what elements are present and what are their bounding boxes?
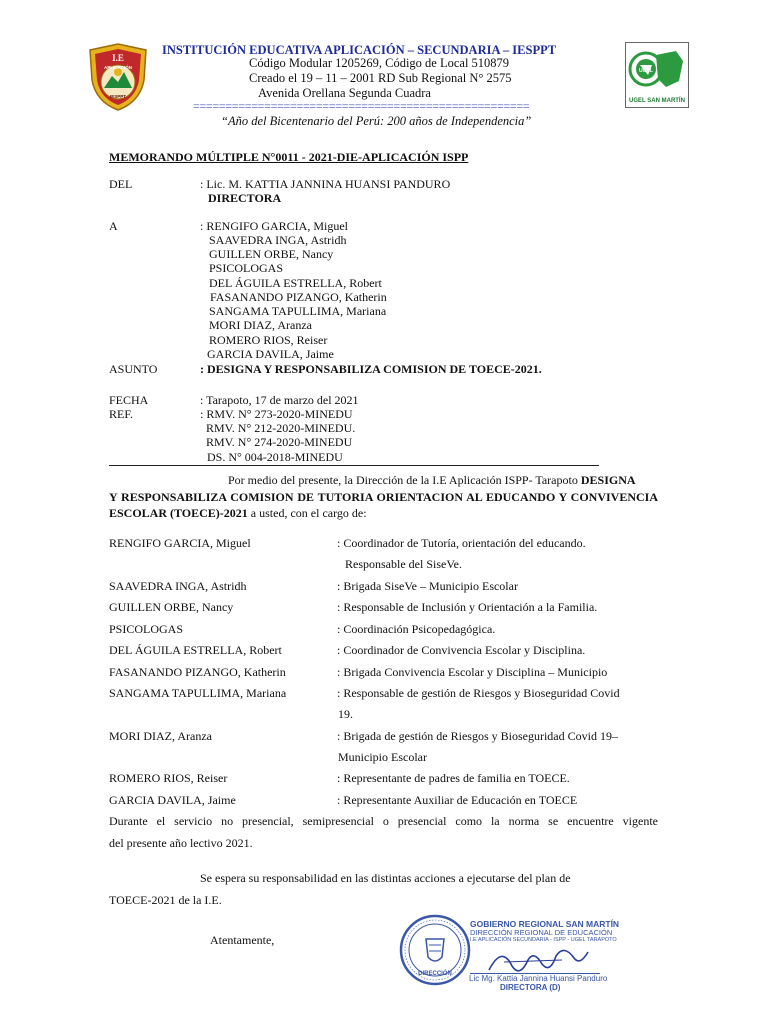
year-motto: “Año del Bicentenario del Perú: 200 años de Independencia” [221, 114, 532, 128]
fecha-label: FECHA [109, 393, 149, 407]
ugel-side-text: UGEL [639, 68, 653, 74]
intro-text-3: a usted, con el cargo de: [247, 506, 367, 520]
assignment-role: : Representante de padres de familia en TOECE. [337, 771, 570, 785]
fecha-value: : Tarapoto, 17 de marzo del 2021 [200, 393, 359, 407]
intro-text-1: Por medio del presente, la Dirección de la I.E Aplicación ISPP- Tarapoto [228, 473, 581, 487]
del-role: DIRECTORA [208, 191, 282, 205]
intro-line-2: Y RESPONSABILIZA COMISION DE TUTORIA ORIENTACION AL EDUCANDO Y CONVIVENCIA [109, 490, 658, 504]
assignment-name: PSICOLOGAS [109, 622, 184, 636]
recipient-5: DEL ÁGUILA ESTRELLA, Robert [209, 276, 382, 290]
institution-codes: Código Modular 1205269, Código de Local 510879 [249, 56, 510, 70]
assignment-name: GARCIA DAVILA, Jaime [109, 793, 236, 807]
crest-caption: APLICACIÓN [104, 65, 132, 70]
assignment-role: : Representante Auxiliar de Educación en TOECE [337, 793, 578, 807]
crest-bottom-text: IESPPT [109, 94, 127, 99]
header-separator: ==================================================== [193, 99, 530, 113]
recipient-4: PSICOLOGAS [209, 261, 284, 275]
a-label: A [109, 219, 118, 233]
signer-role: DIRECTORA (D) [500, 983, 561, 992]
recipient-9: ROMERO RIOS, Reiser [209, 333, 328, 347]
del-name: : Lic. M. KATTIA JANNINA HUANSI PANDURO [200, 177, 451, 191]
expect-line-2: TOECE-2021 de la I.E. [109, 893, 222, 907]
recipient-1: : RENGIFO GARCIA, Miguel [200, 219, 349, 233]
assignment-role: : Responsable de gestión de Riesgos y Bioseguridad Covid [337, 686, 620, 700]
assignment-name: DEL ÁGUILA ESTRELLA, Robert [109, 643, 282, 657]
assignment-name: ROMERO RIOS, Reiser [109, 771, 228, 785]
school-crest-logo [82, 40, 154, 112]
asunto-value: : DESIGNA Y RESPONSABILIZA COMISION DE TOECE-2021. [200, 362, 542, 376]
assignment-name: SANGAMA TAPULLIMA, Mariana [109, 686, 287, 700]
official-seal [398, 913, 472, 987]
crest-ie-letters: I.E [112, 53, 124, 63]
stamp-line-1: GOBIERNO REGIONAL SAN MARTÍN [470, 919, 620, 929]
recipient-10: GARCIA DAVILA, Jaime [207, 347, 334, 361]
recipient-6: FASANANDO PIZANGO, Katherin [210, 290, 387, 304]
closing-line-2: del presente año lectivo 2021. [109, 836, 253, 850]
assignment-role-cont: Municipio Escolar [338, 750, 427, 764]
assignment-role: : Coordinador de Convivencia Escolar y Disciplina. [337, 643, 586, 657]
recipient-3: GUILLEN ORBE, Nancy [209, 247, 334, 261]
asunto-label: ASUNTO [109, 362, 158, 376]
ref-3: RMV. N° 274-2020-MINEDU [206, 435, 353, 449]
seal-text: DIRECCIÓN [418, 971, 452, 977]
assignment-role-cont: Responsable del SiseVe. [345, 557, 462, 571]
ref-label: REF. [109, 407, 134, 421]
stamp-line-3: I.E APLICACIÓN SECUNDARIA - ISPP - UGEL TARAPOTO [470, 937, 617, 943]
ref-1: : RMV. N° 273-2020-MINEDU [200, 407, 353, 421]
stamp-line-2: DIRECCIÓN REGIONAL DE EDUCACIÓN [470, 928, 613, 937]
recipient-8: MORI DIAZ, Aranza [209, 318, 312, 332]
ugel-logo [625, 42, 689, 108]
assignment-role-cont: 19. [338, 707, 353, 721]
assignment-name: MORI DIAZ, Aranza [109, 729, 212, 743]
memo-title: MEMORANDO MÚLTIPLE N°0011 - 2021-DIE-APLICACIÓN ISPP [109, 150, 469, 164]
ugel-caption: UGEL SAN MARTÍN [629, 98, 685, 104]
ref-4: DS. N° 004-2018-MINEDU [207, 450, 343, 464]
assignment-role: : Brigada SiseVe – Municipio Escolar [337, 579, 518, 593]
institution-address: Avenida Orellana Segunda Cuadra [258, 86, 431, 100]
expect-line-1: Se espera su responsabilidad en las distintas acciones a ejecutarse del plan de [200, 871, 571, 885]
assignment-name: SAAVEDRA INGA, Astridh [109, 579, 247, 593]
assignment-name: FASANANDO PIZANGO, Katherin [109, 665, 286, 679]
divider-line [109, 465, 599, 466]
intro-bold-1: DESIGNA [580, 473, 636, 487]
assignment-name: GUILLEN ORBE, Nancy [109, 600, 234, 614]
recipient-2: SAAVEDRA INGA, Astridh [209, 233, 347, 247]
assignment-role: : Coordinación Psicopedagógica. [337, 622, 496, 636]
assignment-role: : Coordinador de Tutoría, orientación del educando. [337, 536, 586, 550]
signer-name: Lic Mg. Kattia Jannina Huansi Panduro [469, 974, 608, 983]
closing-line-1: Durante el servicio no presencial, semipresencial o presencial como la norma se encuentre vigente [109, 814, 658, 828]
intro-line-1 [228, 473, 636, 488]
assignment-name: RENGIFO GARCIA, Miguel [109, 536, 251, 550]
assignment-role: : Brigada Convivencia Escolar y Disciplina – Municipio [337, 665, 608, 679]
institution-name: INSTITUCIÓN EDUCATIVA APLICACIÓN – SECUNDARIA – IESPPT [162, 43, 557, 57]
institution-creation: Creado el 19 – 11 – 2001 RD Sub Regional N° 2575 [249, 71, 512, 85]
del-label: DEL [109, 177, 133, 191]
intro-bold-3: ESCOLAR (TOECE)-2021 [109, 506, 248, 520]
assignment-role: : Responsable de Inclusión y Orientación a la Familia. [337, 600, 598, 614]
ref-2: RMV. N° 212-2020-MINEDU. [206, 421, 356, 435]
assignment-role: : Brigada de gestión de Riesgos y Bioseguridad Covid 19– [337, 729, 618, 743]
recipient-7: SANGAMA TAPULLIMA, Mariana [209, 304, 387, 318]
farewell: Atentamente, [210, 933, 275, 947]
intro-line-3 [109, 506, 367, 521]
